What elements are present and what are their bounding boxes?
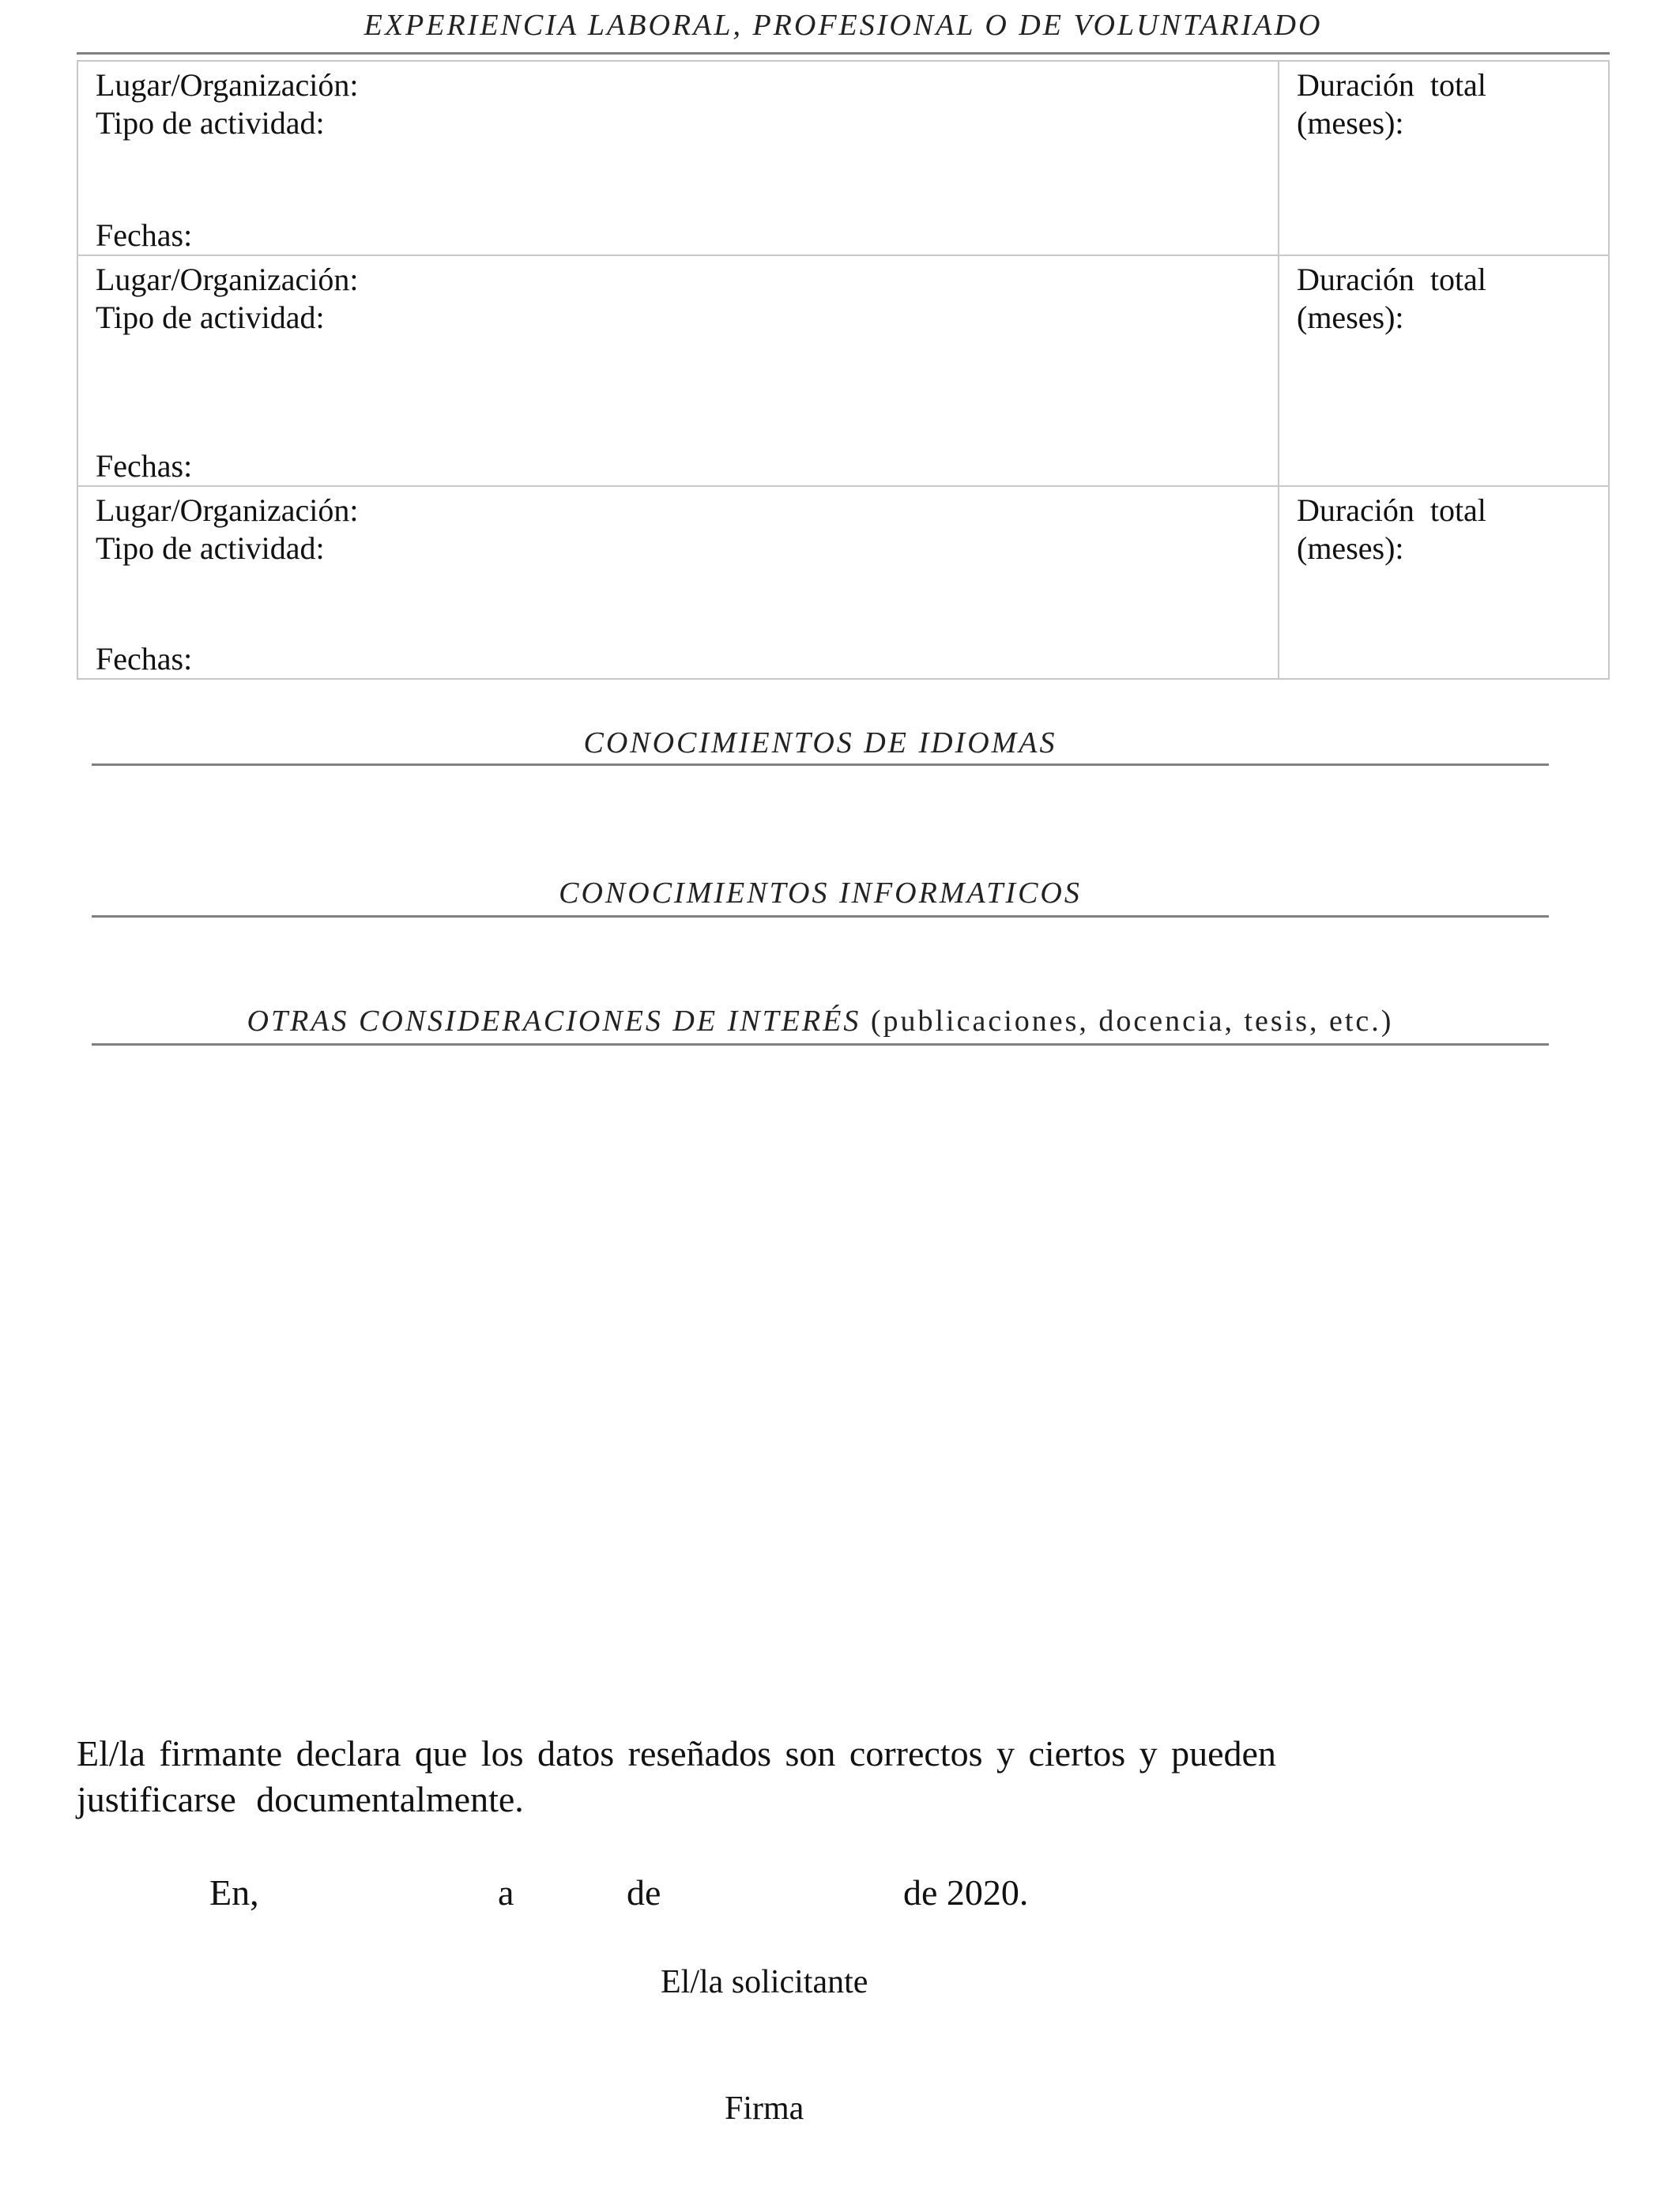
table-row [77,486,1609,679]
experience-labels [96,66,358,142]
declaration-line1: El/la firmante declara que los datos reseñados son correctos y ciertos y pueden [77,1733,1276,1774]
section-rule [92,1043,1549,1046]
firma-label: Firma [725,2090,804,2127]
declaration-line2: justificarse documentalmente. [77,1779,524,1819]
fechas-label: Fechas: [96,217,193,253]
tipo-label: Tipo de actividad: [96,105,325,141]
experience-cell[interactable] [77,255,1279,486]
declaration-text [77,1731,1388,1823]
date-day-label: a [498,1872,514,1913]
duracion-cell[interactable] [1279,486,1609,679]
duracion-label-line1: Duración total [1297,262,1486,297]
section-rule [77,52,1610,55]
duracion-cell[interactable] [1279,61,1609,255]
duracion-label-line1: Duración total [1297,492,1486,528]
section-title-experiencia: EXPERIENCIA LABORAL, PROFESIONAL O DE VOLUNTARIADO [363,9,1323,42]
duracion-label [1297,66,1486,142]
date-year-label: de 2020. [903,1872,1029,1913]
duracion-label [1297,261,1486,337]
tipo-label: Tipo de actividad: [96,300,325,335]
fechas-label: Fechas: [96,641,193,677]
fechas-label: Fechas: [96,448,193,484]
experience-table [77,60,1610,680]
duracion-label-line1: Duración total [1297,67,1486,103]
lugar-label: Lugar/Organización: [96,67,359,103]
lugar-label: Lugar/Organización: [96,262,359,297]
section-rule [92,763,1549,766]
otras-title-text: OTRAS CONSIDERACIONES DE INTERÉS [247,1005,861,1038]
experience-labels [96,492,358,567]
duracion-label-line2: (meses): [1297,300,1404,335]
table-row [77,61,1609,255]
experience-cell[interactable] [77,61,1279,255]
table-row [77,255,1609,486]
duracion-cell[interactable] [1279,255,1609,486]
experience-cell[interactable] [77,486,1279,679]
section-title-informaticos: CONOCIMIENTOS INFORMATICOS [559,876,1082,910]
duracion-label-line2: (meses): [1297,105,1404,141]
tipo-label: Tipo de actividad: [96,530,325,566]
duracion-label [1297,492,1486,567]
date-place-label: En, [209,1872,259,1913]
solicitante-label: El/la solicitante [661,1964,868,2000]
section-rule [92,915,1549,918]
lugar-label: Lugar/Organización: [96,492,359,528]
date-month-label: de [627,1872,661,1913]
duracion-label-line2: (meses): [1297,530,1404,566]
otras-note: (publicaciones, docencia, tesis, etc.) [870,1005,1394,1038]
section-title-otras [92,1004,1549,1039]
section-title-idiomas: CONOCIMIENTOS DE IDIOMAS [583,726,1057,760]
experience-labels [96,261,358,337]
